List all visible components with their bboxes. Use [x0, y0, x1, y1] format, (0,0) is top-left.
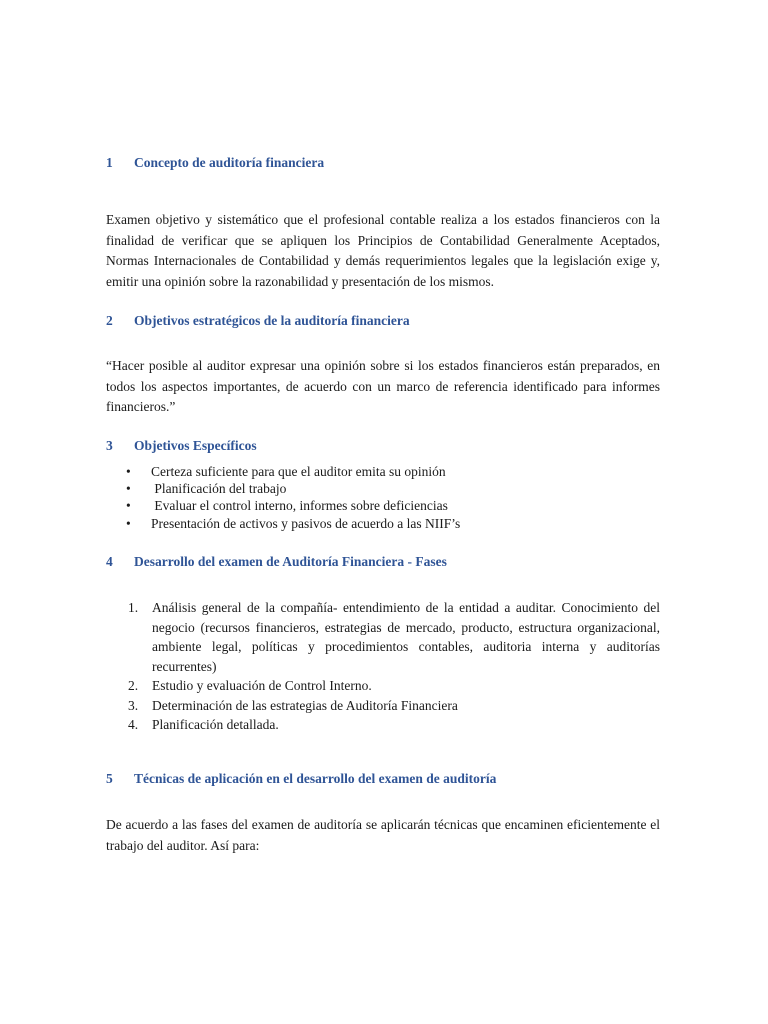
section-3-number: 3 [106, 438, 113, 453]
list-item [106, 676, 660, 696]
section-1-title: Concepto de auditoría financiera [134, 155, 325, 170]
section-2-number: 2 [106, 313, 113, 328]
list-item-number: 1. [128, 600, 139, 615]
specific-objectives-list [106, 463, 666, 532]
list-item-text: Determinación de las estrategias de Auditoría Financiera [152, 697, 458, 713]
section-1-heading [106, 154, 666, 172]
list-item [106, 696, 660, 716]
section-1-paragraph: Examen objetivo y sistemático que el profesional contable realiza a los estados financieros con la finalidad de verificar que se apliquen los Principios de Contabilidad Generalmente Aceptados, Normas Internacionales de Contabilidad y demás requerimientos legales que la legislación exige y, emitir una opinión sobre la razonabilidad y presentación de los mismos. [106, 212, 660, 289]
list-item-text: Análisis general de la compañía- entendimiento de la entidad a auditar. Conocimiento del negocio (recursos financieros, estrategias de mercado, producto, estructura organizacional, ambiente legal, políticas y procedimientos contables, auditoria interna y auditorías recurrentes) [152, 600, 660, 674]
section-5-heading [106, 770, 666, 788]
list-item-number: 4. [128, 717, 139, 732]
list-item-text: Presentación de activos y pasivos de acuerdo a las NIIF’s [151, 515, 461, 531]
list-item [106, 515, 666, 532]
bullet-icon: • [126, 515, 131, 531]
list-item-number: 3. [128, 697, 139, 713]
section-5-paragraph: De acuerdo a las fases del examen de auditoría se aplicarán técnicas que encaminen eficientemente el trabajo del auditor. Así para: [106, 817, 660, 853]
list-item [106, 463, 666, 480]
section-3-heading [106, 437, 666, 455]
section-1-number: 1 [106, 155, 113, 170]
section-4-heading [106, 553, 666, 571]
section-5-title: Técnicas de aplicación en el desarrollo del examen de auditoría [134, 771, 497, 786]
list-item-text: Planificación del trabajo [151, 481, 287, 497]
bullet-icon: • [126, 481, 131, 497]
list-item [106, 497, 666, 514]
section-4-title: Desarrollo del examen de Auditoría Financiera - Fases [134, 554, 447, 569]
section-2-title: Objetivos estratégicos de la auditoría financiera [134, 313, 410, 328]
section-4-number: 4 [106, 554, 113, 569]
bullet-icon: • [126, 464, 131, 479]
list-item [106, 715, 660, 735]
list-item-text: Evaluar el control interno, informes sobre deficiencias [151, 498, 448, 514]
list-item-number: 2. [128, 678, 139, 693]
audit-phases-list [106, 598, 660, 735]
list-item [106, 598, 660, 676]
list-item-text: Estudio y evaluación de Control Interno. [152, 678, 372, 693]
section-3-title: Objetivos Específicos [134, 438, 257, 453]
section-2-paragraph: “Hacer posible al auditor expresar una opinión sobre si los estados financieros están preparados, en todos los aspectos importantes, de acuerdo con un marco de referencia identificado para informes financieros.” [106, 358, 660, 414]
list-item-text: Planificación detallada. [152, 717, 279, 732]
section-5-number: 5 [106, 771, 113, 786]
bullet-icon: • [126, 498, 131, 514]
list-item-text: Certeza suficiente para que el auditor emita su opinión [151, 464, 446, 479]
section-2-heading [106, 312, 666, 330]
list-item [106, 480, 666, 497]
